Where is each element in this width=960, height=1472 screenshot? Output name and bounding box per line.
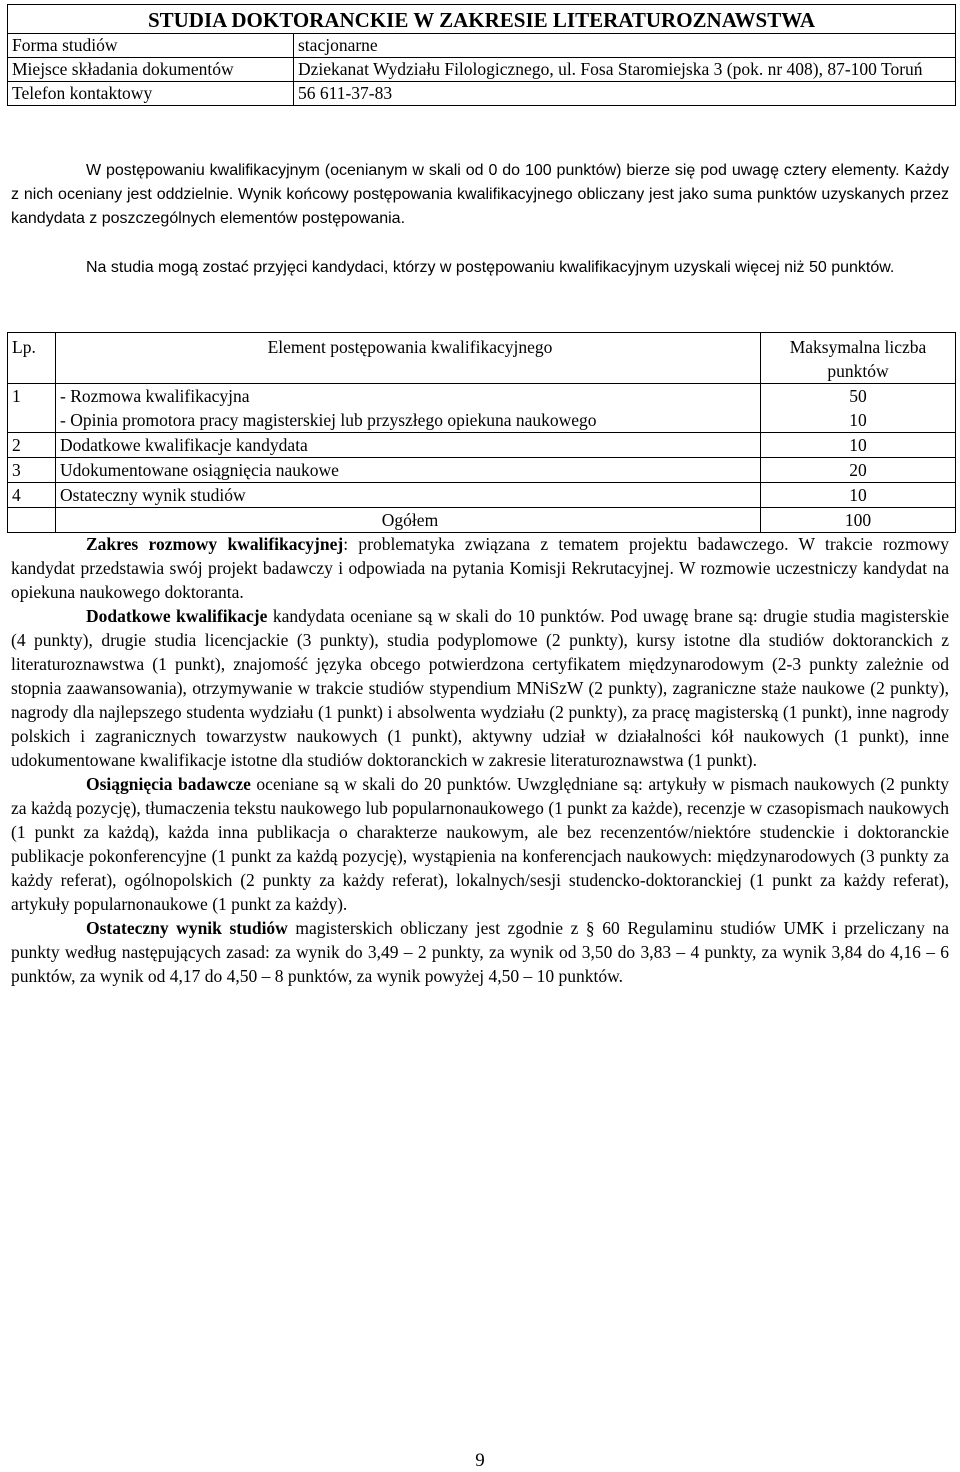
info-value-submission-place: Dziekanat Wydziału Filologicznego, ul. Fosa Staromiejska 3 (pok. nr 408), 87-100 Toruń bbox=[294, 58, 956, 82]
row-lp: 4 bbox=[8, 483, 56, 508]
program-info-table bbox=[7, 4, 956, 106]
row-element bbox=[56, 384, 761, 433]
row-element: Udokumentowane osiągnięcia naukowe bbox=[56, 458, 761, 483]
section-interview-text: : problematyka związana z tematem projektu badawczego. W trakcie rozmowy kandydat przedstawia swój projekt badawczy i odpowiada na pytania Komisji Rekrutacyjnej. W rozmowie uczestniczy kandydat na opiekuna naukowego doktoranta. bbox=[11, 534, 950, 602]
section-additional-heading: Dodatkowe kwalifikacje bbox=[86, 606, 268, 626]
table-row bbox=[8, 458, 956, 483]
section-research-achievements bbox=[11, 772, 949, 916]
row-max: 20 bbox=[761, 458, 956, 483]
criteria-description bbox=[11, 532, 949, 988]
section-interview bbox=[11, 532, 949, 604]
header-element: Element postępowania kwalifikacyjnego bbox=[56, 333, 761, 384]
header-lp: Lp. bbox=[8, 333, 56, 384]
section-final-grade bbox=[11, 916, 949, 988]
total-value: 100 bbox=[761, 508, 956, 533]
section-interview-heading: Zakres rozmowy kwalifikacyjnej bbox=[86, 534, 344, 554]
row-element: Dodatkowe kwalifikacje kandydata bbox=[56, 433, 761, 458]
total-label: Ogółem bbox=[56, 508, 761, 533]
table-total-row bbox=[8, 508, 956, 533]
row-max: 10 bbox=[761, 483, 956, 508]
section-research-text: oceniane są w skali do 20 punktów. Uwzględniane są: artykuły w pismach naukowych (2 punkty za każdą pozycję), tłumaczenia tekstu naukowego lub popularnonaukowego (1 punkt za każde), recenzje w czasopismach naukowych (1 punkt za każdą), każda inna publikacja o charakterze naukowym, ale bez recenzentów/niektóre studenckie i doktoranckie publikacje pokonferencyjne (1 punkt za każdą pozycję), wystąpienia na konferencjach naukowych: międzynarodowych (3 punkty za każdy referat), ogólnopolskich (2 punkty za każdy referat), lokalnych/sesji studencko-doktoranckiej (1 punkt za każdy referat), artykuły popularnonaukowe (1 punkt za każdy). bbox=[11, 774, 949, 914]
table-row bbox=[8, 483, 956, 508]
program-title: STUDIA DOKTORANCKIE W ZAKRESIE LITERATUROZNAWSTWA bbox=[8, 5, 956, 34]
row-lp: 2 bbox=[8, 433, 56, 458]
row-lp: 1 bbox=[8, 384, 56, 433]
row-max bbox=[761, 384, 956, 433]
section-additional-qualifications bbox=[11, 604, 949, 772]
row-lp: 3 bbox=[8, 458, 56, 483]
section-final-text: magisterskich obliczany jest zgodnie z § 60 Regulaminu studiów UMK i przeliczany na punkty według następujących zasad: za wynik do 3,49 – 2 punkty, za wynik od 3,50 do 3,83 – 4 punkty, za wynik 3,84 do 4,16 – 6 punktów, za wynik od 4,17 do 4,50 – 8 punktów, za wynik powyżej 4,50 – 10 punktów. bbox=[11, 918, 949, 986]
intro-paragraph-2: Na studia mogą zostać przyjęci kandydaci, którzy w postępowaniu kwalifikacyjnym uzyskali więcej niż 50 punktów. bbox=[86, 259, 895, 276]
info-label-phone: Telefon kontaktowy bbox=[8, 82, 294, 106]
intro-paragraph-1: W postępowaniu kwalifikacyjnym (ocenianym w skali od 0 do 100 punktów) bierze się pod uwagę cztery elementy. Każdy z nich oceniany jest oddzielnie. Wynik końcowy postępowania kwalifikacyjnego obliczany jest jako suma punktów uzyskanych przez kandydata z poszczególnych elementów postępowania. bbox=[11, 162, 949, 227]
row-max: 10 bbox=[761, 433, 956, 458]
section-final-heading: Ostateczny wynik studiów bbox=[86, 918, 288, 938]
table-row bbox=[8, 433, 956, 458]
total-lp-empty bbox=[8, 508, 56, 533]
row-element-interview: - Rozmowa kwalifikacyjna bbox=[60, 386, 250, 406]
info-label-submission-place: Miejsce składania dokumentów bbox=[8, 58, 294, 82]
page-number: 9 bbox=[475, 1450, 485, 1471]
scoring-table bbox=[7, 332, 956, 533]
row-max-opinion: 10 bbox=[849, 410, 867, 430]
info-value-phone: 56 611-37-83 bbox=[294, 82, 956, 106]
info-value-study-form: stacjonarne bbox=[294, 34, 956, 58]
row-max-interview: 50 bbox=[849, 386, 867, 406]
header-max-points: Maksymalna liczba punktów bbox=[761, 333, 956, 384]
table-row bbox=[8, 384, 956, 433]
row-element: Ostateczny wynik studiów bbox=[56, 483, 761, 508]
info-label-study-form: Forma studiów bbox=[8, 34, 294, 58]
table-header-row bbox=[8, 333, 956, 384]
section-research-heading: Osiągnięcia badawcze bbox=[86, 774, 251, 794]
row-element-opinion: - Opinia promotora pracy magisterskiej lub przyszłego opiekuna naukowego bbox=[60, 410, 597, 430]
section-additional-text: kandydata oceniane są w skali do 10 punktów. Pod uwagę brane są: drugie studia magisterskie (4 punkty), drugie studia licencjackie (3 punkty), studia podyplomowe (2 punkty), kursy istotne dla studiów doktoranckich z literaturoznawstwa (1 punkt), znajomość języka obcego potwierdzona certyfikatem międzynarodowym (2-3 punkty zależnie od stopnia zaawansowania), otrzymywanie w trakcie studiów stypendium MNiSzW (2 punkty), zagraniczne staże naukowe (2 punkty), nagrody dla najlepszego studenta wydziału (1 punkt) i absolwenta wydziału (2 punkty), za pracę magisterską (1 punkt), inne nagrody polskich i zagranicznych towarzystw naukowych (1 punkt), aktywny udział w działalności kół naukowych (1 punkt), inne udokumentowane kwalifikacje istotne dla studiów doktoranckich w zakresie literaturoznawstwa (1 punkt). bbox=[11, 606, 949, 770]
